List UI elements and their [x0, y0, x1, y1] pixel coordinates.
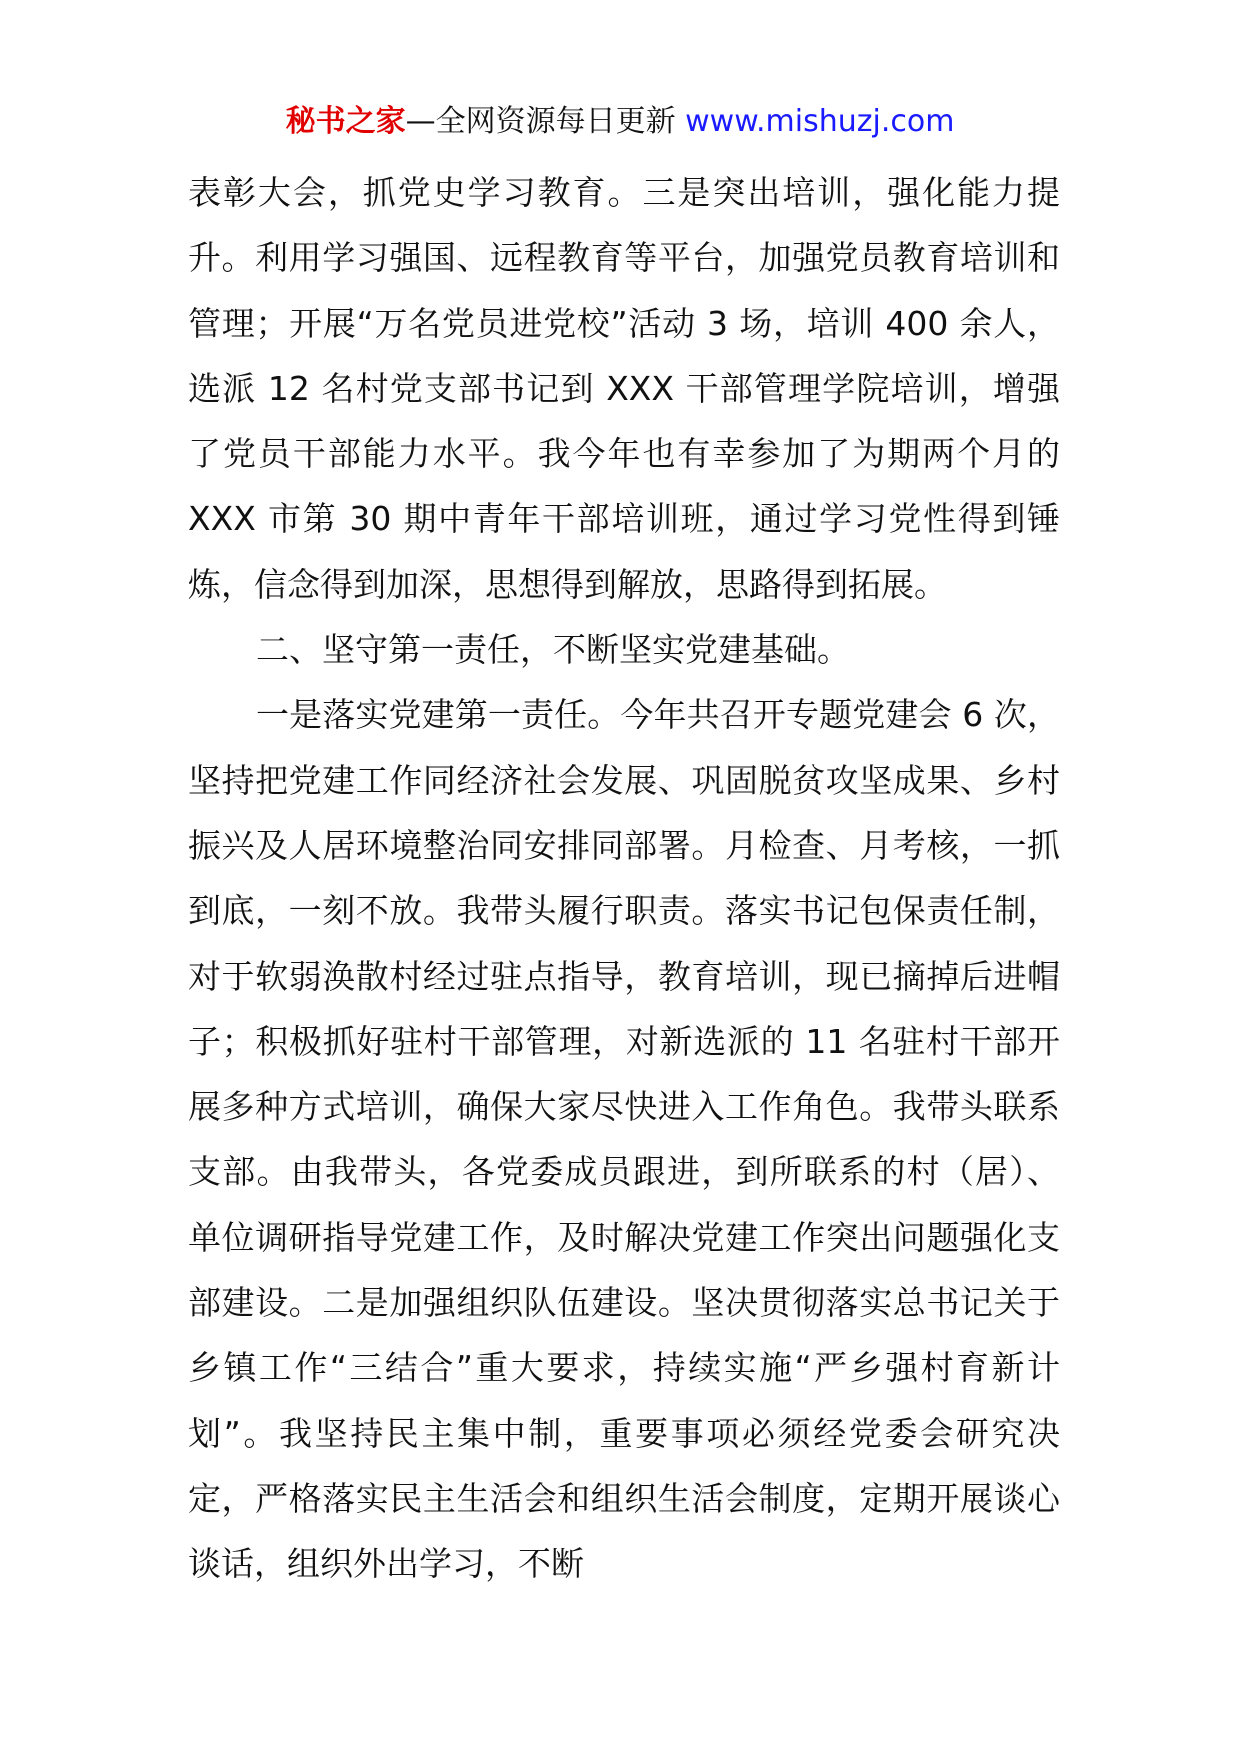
site-tagline: —全网资源每日更新 — [405, 104, 686, 139]
page-header — [0, 100, 1240, 144]
document-body — [188, 160, 1060, 1597]
paragraph: 一是落实党建第一责任。今年共召开专题党建会 6 次，坚持把党建工作同经济社会发展、巩固脱贫攻坚成果、乡村振兴及人居环境整治同安排同部署。月检查、月考核，一抓到底，一刻不放。我带头履行职责。落实书记包保责任制，对于软弱涣散村经过驻点指导，教育培训，现已摘掉后进帽子；积极抓好驻村干部管理，对新选派的 11 名驻村干部开展多种方式培训，确保大家尽快进入工作角色。我带头联系支部。由我带头，各党委成员跟进，到所联系的村（居）、单位调研指导党建工作，及时解决党建工作突出问题强化支部建设。二是加强组织队伍建设。坚决贯彻落实总书记关于乡镇工作“三结合”重大要求，持续实施“严乡强村育新计划”。我坚持民主集中制，重要事项必须经党委会研究决定，严格落实民主生活会和组织生活会制度，定期开展谈心谈话，组织外出学习，不断 — [188, 695, 1060, 1584]
site-url-link[interactable]: www.mishuzj.com — [685, 104, 955, 139]
paragraph-continued: 表彰大会，抓党史学习教育。三是突出培训，强化能力提升。利用学习强国、远程教育等平台，加强党员教育培训和管理；开展“万名党员进党校”活动 3 场，培训 400 余人，选派 12 名村党支部书记到 XXX 干部管理学院培训，增强了党员干部能力水平。我今年也有幸参加了为期两个月的 XXX 市第 30 期中青年干部培训班，通过学习党性得到锤炼，信念得到加深，思想得到解放，思路得到拓展。 — [188, 173, 1060, 604]
section-heading: 二、坚守第一责任，不断坚实党建基础。 — [256, 630, 850, 670]
site-brand: 秘书之家 — [285, 104, 406, 139]
